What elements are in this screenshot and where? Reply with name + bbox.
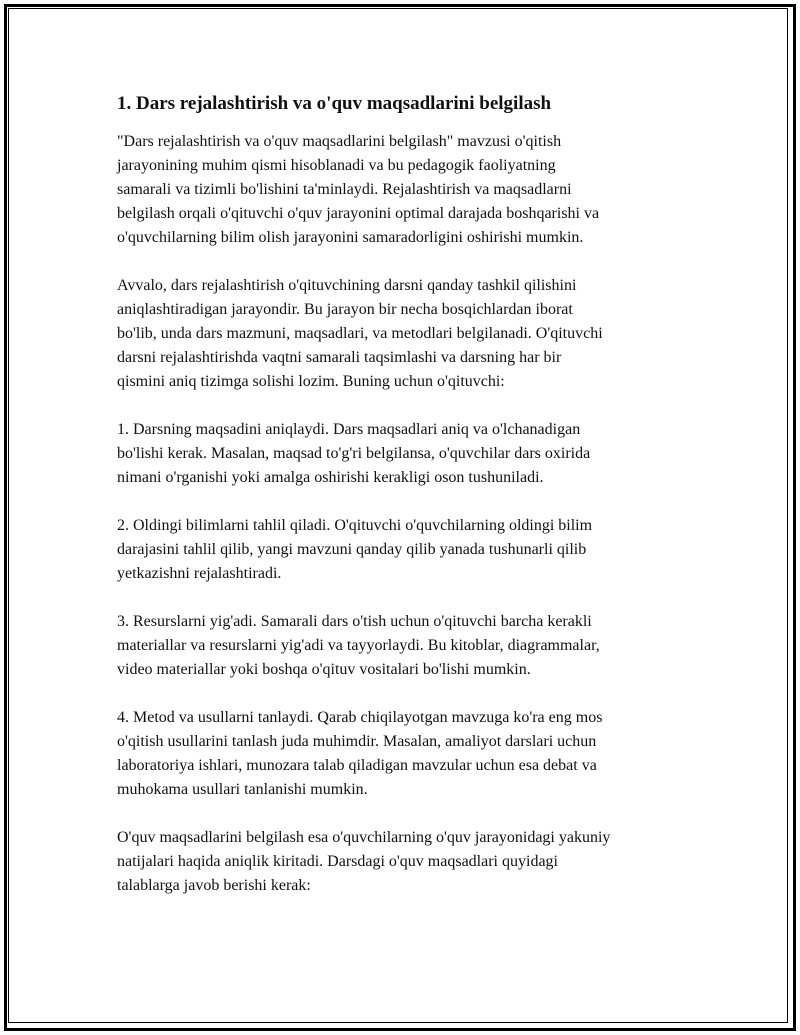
list-item-1 — [117, 418, 692, 490]
paragraph-1 — [117, 130, 692, 250]
text-line: bo'lishi kerak. Masalan, maqsad to'g'ri belgilansa, o'quvchilar dars oxirida — [117, 445, 591, 462]
paragraph-2 — [117, 274, 692, 394]
text-line: materiallar va resurslarni yig'adi va tayyorlaydi. Bu kitoblar, diagrammalar, — [117, 637, 600, 654]
text-line: "Dars rejalashtirish va o'quv maqsadlarini belgilash" mavzusi o'qitish — [117, 133, 562, 150]
text-line: 4. Metod va usullarni tanlaydi. Qarab chiqilayotgan mavzuga ko'ra eng mos — [117, 709, 603, 726]
section-heading: 1. Dars rejalashtirish va o'quv maqsadlarini belgilash — [117, 93, 552, 114]
text-line: darsni rejalashtirishda vaqtni samarali taqsimlashi va darsning har bir — [117, 349, 562, 366]
text-line: yetkazishni rejalashtiradi. — [117, 565, 282, 582]
text-line: bo'lib, unda dars mazmuni, maqsadlari, va metodlari belgilanadi. O'qituvchi — [117, 325, 603, 342]
text-line: samarali va tizimli bo'lishini ta'minlaydi. Rejalashtirish va maqsadlarni — [117, 181, 572, 198]
text-line: 3. Resurslarni yig'adi. Samarali dars o'tish uchun o'qituvchi barcha kerakli — [117, 613, 592, 630]
text-line: qismini aniq tizimga solishi lozim. Buning uchun o'qituvchi: — [117, 373, 505, 390]
text-line: muhokama usullari tanlanishi mumkin. — [117, 781, 368, 798]
text-line: nimani o'rganishi yoki amalga oshirishi kerakligi oson tushuniladi. — [117, 469, 544, 486]
paragraph-3 — [117, 826, 692, 898]
document-body — [117, 92, 692, 922]
text-line: aniqlashtiradigan jarayondir. Bu jarayon bir necha bosqichlardan iborat — [117, 301, 573, 318]
text-line: Avvalo, dars rejalashtirish o'qituvchining darsni qanday tashkil qilishini — [117, 277, 577, 294]
text-line: o'qitish usullarini tanlash juda muhimdir. Masalan, amaliyot darslari uchun — [117, 733, 597, 750]
list-item-3 — [117, 610, 692, 682]
text-line: talablarga javob berishi kerak: — [117, 877, 311, 894]
list-item-4 — [117, 706, 692, 802]
text-line: 2. Oldingi bilimlarni tahlil qiladi. O'qituvchi o'quvchilarning oldingi bilim — [117, 517, 593, 534]
text-line: belgilash orqali o'qituvchi o'quv jarayonini optimal darajada boshqarishi va — [117, 205, 600, 222]
text-line: video materiallar yoki boshqa o'qituv vositalari bo'lishi mumkin. — [117, 661, 531, 678]
text-line: laboratoriya ishlari, munozara talab qiladigan mavzular uchun esa debat va — [117, 757, 597, 774]
text-line: jarayonining muhim qismi hisoblanadi va bu pedagogik faoliyatning — [117, 157, 556, 174]
text-line: O'quv maqsadlarini belgilash esa o'quvchilarning o'quv jarayonidagi yakuniy — [117, 829, 611, 846]
text-line: darajasini tahlil qilib, yangi mavzuni qanday qilib yanada tushunarli qilib — [117, 541, 587, 558]
text-line: o'quvchilarning bilim olish jarayonini samaradorligini oshirishi mumkin. — [117, 229, 584, 246]
list-item-2 — [117, 514, 692, 586]
text-line: natijalari haqida aniqlik kiritadi. Darsdagi o'quv maqsadlari quyidagi — [117, 853, 558, 870]
text-line: 1. Darsning maqsadini aniqlaydi. Dars maqsadlari aniq va o'lchanadigan — [117, 421, 581, 438]
